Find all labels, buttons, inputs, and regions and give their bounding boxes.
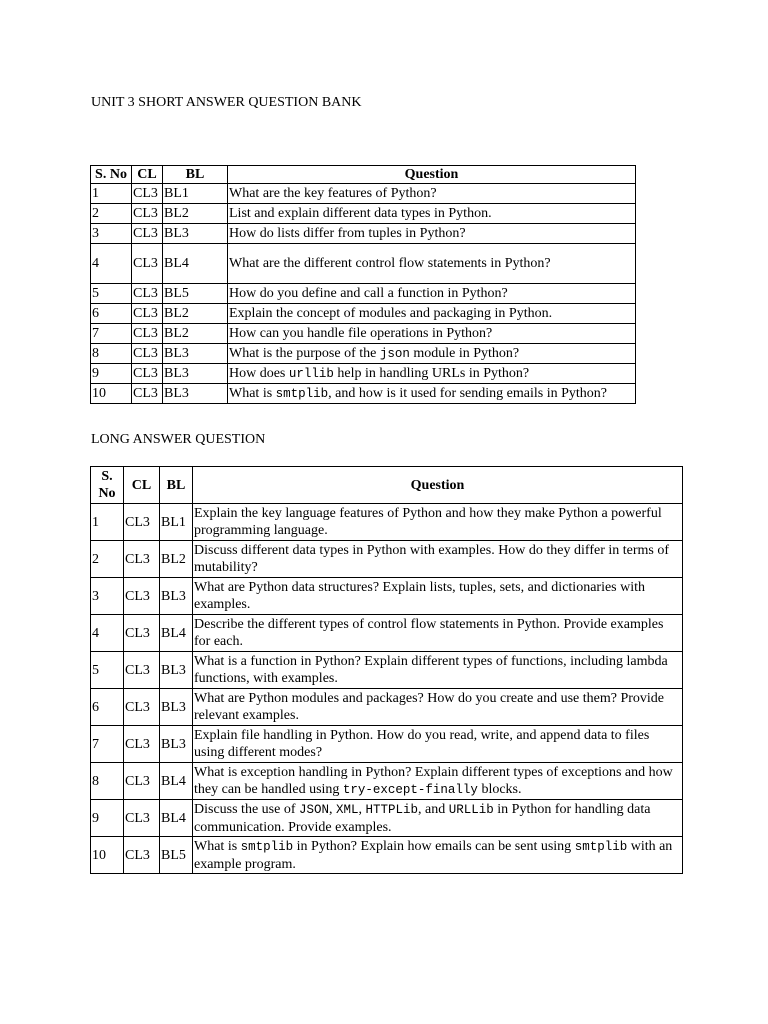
cell-sno: 7 <box>91 324 132 344</box>
cell-question <box>228 224 636 244</box>
cell-question <box>193 837 683 874</box>
question-text: with an example program. <box>194 838 673 872</box>
cell-bl: BL5 <box>163 284 228 304</box>
cell-sno: 10 <box>91 837 124 874</box>
cell-bl: BL4 <box>160 800 193 837</box>
question-text: , <box>358 801 366 817</box>
cell-sno: 3 <box>91 578 124 615</box>
short-answer-heading: UNIT 3 SHORT ANSWER QUESTION BANK <box>91 95 362 110</box>
header-cl: CL <box>124 467 160 504</box>
table-row <box>91 763 683 800</box>
cell-sno: 1 <box>91 184 132 204</box>
cell-question <box>193 541 683 578</box>
cell-sno: 6 <box>91 304 132 324</box>
long-answer-heading: LONG ANSWER QUESTION <box>91 432 266 447</box>
header-sno: S. No <box>91 166 132 184</box>
table-row <box>91 726 683 763</box>
cell-bl: BL2 <box>160 541 193 578</box>
cell-sno: 10 <box>91 384 132 404</box>
question-text: What is the purpose of the <box>229 345 380 361</box>
question-text: in Python? Explain how emails can be sent using <box>293 838 575 854</box>
table-row <box>91 324 636 344</box>
table-row <box>91 344 636 364</box>
cell-cl: CL3 <box>124 578 160 615</box>
question-text: What is exception handling in Python? Explain different types of exceptions and how they can be handled using <box>194 764 673 797</box>
cell-question <box>228 304 636 324</box>
cell-question <box>193 800 683 837</box>
question-text: What is a function in Python? Explain different types of functions, including lambda functions, with examples. <box>194 654 668 686</box>
question-text: module in Python? <box>409 345 520 361</box>
table-row <box>91 837 683 874</box>
code-term: smtplib <box>574 839 628 854</box>
question-text: Discuss the use of <box>194 801 299 817</box>
cell-question <box>228 364 636 384</box>
cell-question <box>193 615 683 652</box>
table-header-row <box>91 166 636 184</box>
cell-question <box>193 652 683 689</box>
table-row <box>91 652 683 689</box>
question-text: help in handling URLs in Python? <box>333 365 530 381</box>
cell-cl: CL3 <box>132 344 163 364</box>
code-term: JSON <box>299 802 330 817</box>
question-text: Discuss different data types in Python with examples. How do they differ in terms of mutability? <box>194 543 670 575</box>
cell-bl: BL3 <box>160 726 193 763</box>
cell-question <box>228 204 636 224</box>
cell-bl: BL4 <box>160 615 193 652</box>
header-question: Question <box>228 166 636 184</box>
table-row <box>91 541 683 578</box>
cell-cl: CL3 <box>132 204 163 224</box>
code-term: json <box>379 346 410 361</box>
cell-sno: 2 <box>91 541 124 578</box>
cell-bl: BL2 <box>163 304 228 324</box>
question-text: Describe the different types of control flow statements in Python. Provide examples for each. <box>194 617 664 649</box>
question-text: , <box>329 801 337 817</box>
table-row <box>91 384 636 404</box>
cell-cl: CL3 <box>124 652 160 689</box>
question-text: How does <box>229 365 289 381</box>
cell-cl: CL3 <box>132 244 163 284</box>
cell-sno: 6 <box>91 689 124 726</box>
question-text: What is <box>194 838 241 854</box>
table-row <box>91 800 683 837</box>
cell-cl: CL3 <box>124 504 160 541</box>
question-text: How do lists differ from tuples in Python? <box>229 226 466 241</box>
cell-cl: CL3 <box>132 304 163 324</box>
cell-question <box>193 689 683 726</box>
cell-question <box>228 244 636 284</box>
cell-cl: CL3 <box>132 284 163 304</box>
cell-sno: 8 <box>91 763 124 800</box>
question-text: What are the key features of Python? <box>229 186 437 201</box>
header-bl: BL <box>163 166 228 184</box>
code-term: try-except-finally <box>342 782 478 797</box>
cell-sno: 4 <box>91 244 132 284</box>
table-row <box>91 578 683 615</box>
table-row <box>91 689 683 726</box>
question-text: How can you handle file operations in Python? <box>229 326 493 341</box>
cell-question <box>228 324 636 344</box>
header-question: Question <box>193 467 683 504</box>
cell-cl: CL3 <box>132 224 163 244</box>
cell-bl: BL2 <box>163 204 228 224</box>
cell-cl: CL3 <box>132 324 163 344</box>
code-term: urllib <box>288 366 334 381</box>
question-text: blocks. <box>477 781 522 797</box>
question-text: Explain the concept of modules and packaging in Python. <box>229 306 553 321</box>
cell-cl: CL3 <box>124 689 160 726</box>
question-text: What are the different control flow statements in Python? <box>229 256 551 271</box>
cell-sno: 7 <box>91 726 124 763</box>
cell-cl: CL3 <box>132 384 163 404</box>
long-answer-table-body <box>91 504 683 874</box>
short-answer-table <box>90 165 636 404</box>
cell-question <box>193 763 683 800</box>
short-answer-table-body <box>91 184 636 404</box>
cell-cl: CL3 <box>124 615 160 652</box>
table-row <box>91 184 636 204</box>
question-text: , and <box>418 801 449 817</box>
question-text: What is <box>229 385 276 401</box>
question-text: , and how is it used for sending emails in Python? <box>328 385 607 401</box>
cell-bl: BL3 <box>160 652 193 689</box>
cell-bl: BL4 <box>163 244 228 284</box>
cell-bl: BL4 <box>160 763 193 800</box>
long-answer-table <box>90 466 683 874</box>
cell-bl: BL3 <box>160 578 193 615</box>
cell-cl: CL3 <box>124 763 160 800</box>
cell-bl: BL3 <box>163 344 228 364</box>
cell-question <box>228 184 636 204</box>
cell-sno: 3 <box>91 224 132 244</box>
table-row <box>91 504 683 541</box>
table-row <box>91 204 636 224</box>
cell-sno: 4 <box>91 615 124 652</box>
question-text: Explain file handling in Python. How do you read, write, and append data to files using different modes? <box>194 728 650 760</box>
cell-bl: BL3 <box>163 224 228 244</box>
cell-bl: BL3 <box>163 364 228 384</box>
code-term: smtplib <box>240 839 294 854</box>
code-term: URLLib <box>448 802 494 817</box>
cell-bl: BL1 <box>160 504 193 541</box>
cell-sno: 9 <box>91 800 124 837</box>
cell-question <box>228 384 636 404</box>
cell-bl: BL5 <box>160 837 193 874</box>
cell-cl: CL3 <box>132 364 163 384</box>
cell-sno: 5 <box>91 652 124 689</box>
cell-bl: BL2 <box>163 324 228 344</box>
cell-bl: BL1 <box>163 184 228 204</box>
cell-sno: 8 <box>91 344 132 364</box>
question-text: in Python for handling data communication. Provide examples. <box>194 801 651 835</box>
cell-bl: BL3 <box>160 689 193 726</box>
code-term: smtplib <box>275 386 329 401</box>
table-row <box>91 364 636 384</box>
cell-sno: 1 <box>91 504 124 541</box>
table-row <box>91 224 636 244</box>
cell-cl: CL3 <box>132 184 163 204</box>
header-bl: BL <box>160 467 193 504</box>
question-text: How do you define and call a function in Python? <box>229 286 508 301</box>
question-text: Explain the key language features of Python and how they make Python a powerful programming language. <box>194 506 662 538</box>
cell-question <box>193 578 683 615</box>
cell-cl: CL3 <box>124 726 160 763</box>
table-row <box>91 284 636 304</box>
cell-question <box>228 284 636 304</box>
cell-sno: 9 <box>91 364 132 384</box>
cell-question <box>193 726 683 763</box>
header-sno: S. No <box>91 467 124 504</box>
cell-sno: 5 <box>91 284 132 304</box>
cell-sno: 2 <box>91 204 132 224</box>
table-row <box>91 244 636 284</box>
question-text: What are Python modules and packages? How do you create and use them? Provide relevant examples. <box>194 691 665 723</box>
cell-question <box>228 344 636 364</box>
code-term: HTTPLib <box>365 802 419 817</box>
cell-cl: CL3 <box>124 541 160 578</box>
code-term: XML <box>336 802 359 817</box>
header-cl: CL <box>132 166 163 184</box>
question-text: List and explain different data types in Python. <box>229 206 492 221</box>
table-header-row <box>91 467 683 504</box>
cell-cl: CL3 <box>124 837 160 874</box>
cell-bl: BL3 <box>163 384 228 404</box>
table-row <box>91 615 683 652</box>
cell-question <box>193 504 683 541</box>
table-row <box>91 304 636 324</box>
cell-cl: CL3 <box>124 800 160 837</box>
question-text: What are Python data structures? Explain lists, tuples, sets, and dictionaries with examples. <box>194 580 646 612</box>
